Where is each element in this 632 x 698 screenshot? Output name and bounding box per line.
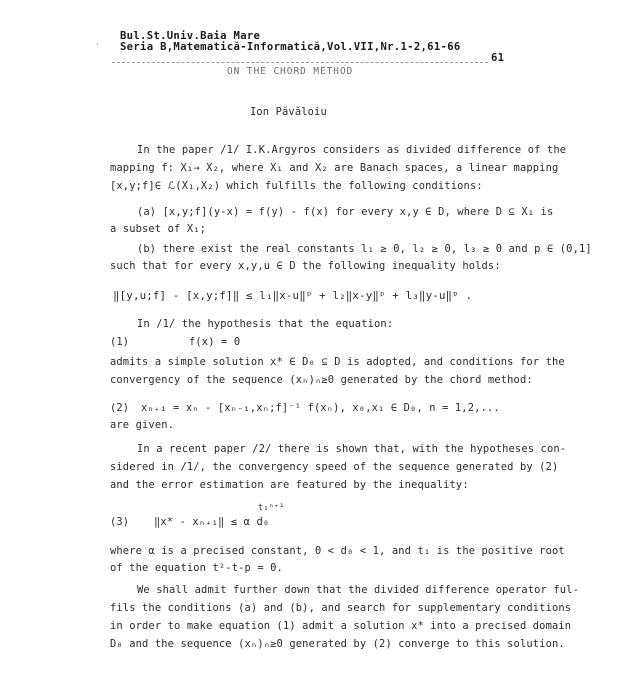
equation-1: f(x) = 0 (189, 336, 241, 348)
text-line: fils the conditions (a) and (b), and search for supplementary conditions (110, 602, 572, 614)
text-line: sidered in /1/, the convergency speed of the sequence generated by (2) (110, 461, 559, 473)
equation-2-label: (2) (110, 402, 130, 414)
text-line: D₀ and the sequence (xₙ)ₙ≥0 generated by (2) converge to this solution. (110, 638, 565, 650)
text-line: a subset of X₁; (110, 223, 207, 235)
text-line: in order to make equation (1) admit a solution x* into a precised domain (110, 620, 572, 632)
journal-name: Bul.St.Univ.Baia Mare (120, 30, 261, 42)
condition-a: (a) [x,y;f](y-x) = f(y) - f(x) for every x,y ∈ D, where D ⊆ X₁ is (137, 206, 554, 218)
lipschitz-inequality: ‖[y,u;f] - [x,y;f]‖ ≤ l₁‖x-u‖ᵖ + l₂‖x-y‖ᵖ + l₃‖y-u‖ᵖ . (113, 289, 473, 302)
equation-3-label: (3) (110, 516, 130, 528)
scan-mark: · (95, 40, 100, 49)
journal-series: Seria B,Matematică-Informatică,Vol.VII,Nr.1-2,61-66 (120, 41, 461, 53)
text-line: [x,y;f]∈ ℒ(X₁,X₂) which fulfills the following conditions: (110, 180, 483, 192)
text-line: where α is a precised constant, 0 < d₀ < 1, and t₁ is the positive root (110, 545, 565, 557)
text-line: In /1/ the hypothesis that the equation: (137, 318, 394, 330)
condition-b: (b) there exist the real constants l₁ ≥ 0, l₂ ≥ 0, l₃ ≥ 0 and p ∈ (0,1] (137, 243, 592, 255)
text-line: In a recent paper /2/ there is shown that, with the hypotheses con- (137, 443, 567, 455)
text-line: are given. (110, 419, 175, 431)
text-line: of the equation t²-t-p = 0. (110, 562, 283, 574)
text-line: such that for every x,y,u ∈ D the following inequality holds: (110, 260, 501, 272)
text-line: convergency of the sequence (xₙ)ₙ≥0 generated by the chord method: (110, 374, 533, 386)
page-number: 61 (491, 52, 505, 64)
text-line: and the error estimation are featured by the inequality: (110, 479, 469, 491)
text-line: In the paper /1/ I.K.Argyros considers as divided difference of the (137, 144, 567, 156)
text-line: admits a simple solution x* ∈ D₀ ⊆ D is adopted, and conditions for the (110, 356, 565, 368)
equation-3: ‖x* - xₙ₊₁‖ ≤ α d₀ (154, 516, 270, 528)
equation-1-label: (1) (110, 336, 130, 348)
text-line: mapping f: X₁→ X₂, where X₁ and X₂ are Banach spaces, a linear mapping (110, 162, 559, 174)
paper-title: ON THE CHORD METHOD (227, 66, 354, 77)
equation-2: xₙ₊₁ = xₙ - [xₙ₋₁,xₙ;f]⁻¹ f(xₙ), x₀,x₁ ∈ D₀, n = 1,2,... (141, 402, 500, 414)
header-separator (112, 62, 488, 63)
author-name: Ion Păvăloiu (250, 106, 327, 118)
equation-3-exponent: t₁ⁿ⁺¹ (258, 503, 285, 513)
text-line: We shall admit further down that the divided difference operator ful- (137, 584, 579, 596)
